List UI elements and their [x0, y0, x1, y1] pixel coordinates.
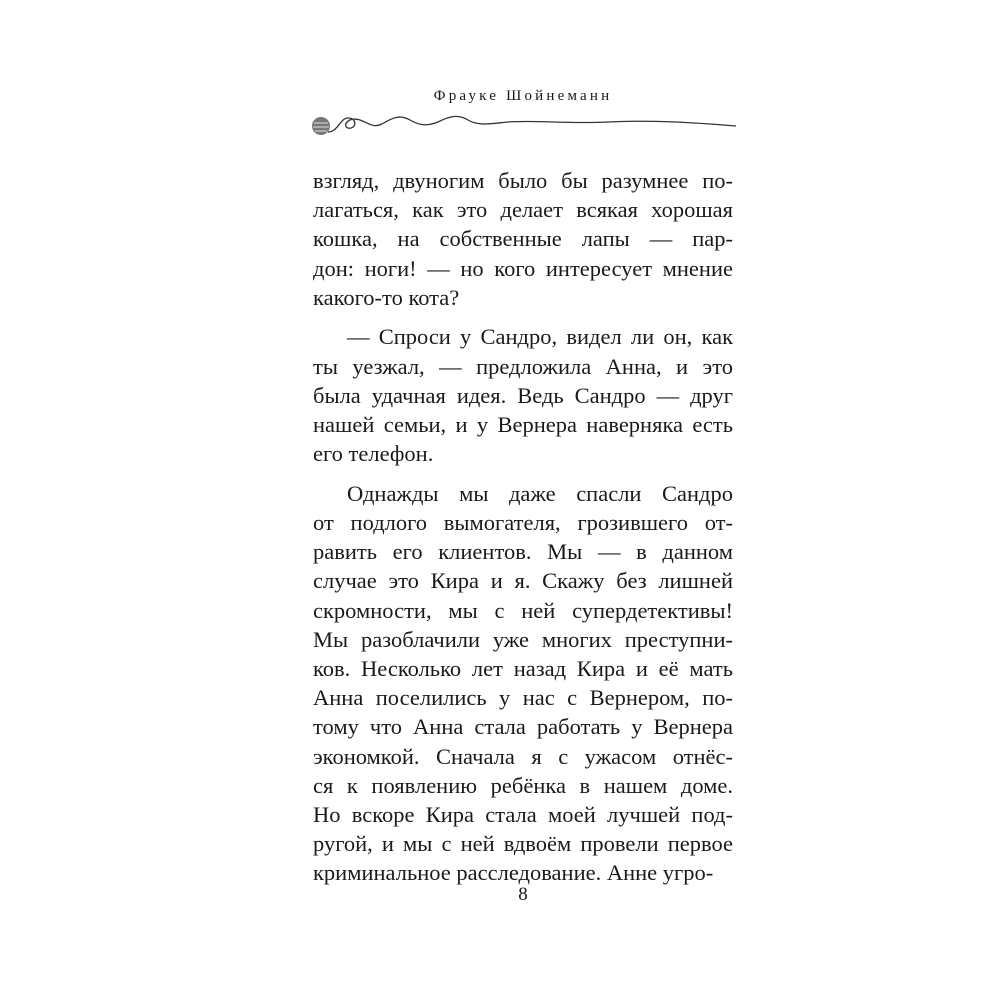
running-head-author: Фрауке Шойнеманн [433, 88, 613, 104]
text-line: нашей семьи, и у Вернера наверняка есть [313, 412, 733, 437]
yarn-ball-ornament-icon [308, 110, 738, 140]
text-line: какого-то кота? [313, 284, 460, 310]
text-line: равить его клиентов. Мы — в данном [313, 539, 733, 565]
text-line: ты уезжал, — предложила Анна, и это [313, 353, 733, 379]
text-line: Однажды мы даже спасли Сандро [347, 480, 733, 506]
paragraph [313, 166, 733, 312]
text-line: случае это Кира и я. Скажу без лишней [313, 568, 733, 594]
text-line: лагаться, как это делает всякая хорошая [313, 197, 733, 223]
text-line: скромности, мы с ней супердетективы! [313, 597, 733, 623]
text-line: его телефон. [313, 441, 434, 467]
text-line: тому что Анна стала работать у Вернера [313, 714, 733, 740]
text-line: была удачная идея. Ведь Сандро — друг [313, 382, 733, 408]
text-line: дон: ноги! — но кого интересует мнение [313, 255, 733, 281]
text-line: ков. Несколько лет назад Кира и её мать [313, 656, 733, 681]
paragraph [313, 322, 733, 468]
text-line: от подлого вымогателя, грозившего от- [313, 510, 733, 536]
text-line: ся к появлению ребёнка в нашем доме. [313, 772, 733, 798]
page-number: 8 [518, 884, 528, 905]
text-line: — Спроси у Сандро, видел ли он, как [347, 324, 733, 350]
text-line: криминальное расследование. Анне угро- [313, 860, 714, 886]
text-line: Но вскоре Кира стала моей лучшей под- [313, 801, 733, 827]
body-text [313, 166, 733, 898]
text-line: взгляд, двуногим было бы разумнее по- [313, 168, 733, 193]
text-line: Анна поселились у нас с Вернером, по- [313, 685, 733, 711]
paragraph [313, 479, 733, 888]
text-line: Мы разоблачили уже многих преступни- [313, 626, 733, 652]
text-line: кошка, на собственные лапы — пар- [313, 226, 733, 252]
text-line: экономкой. Сначала я с ужасом отнёс- [313, 743, 733, 769]
text-line: ругой, и мы с ней вдвоём провели первое [313, 831, 733, 857]
